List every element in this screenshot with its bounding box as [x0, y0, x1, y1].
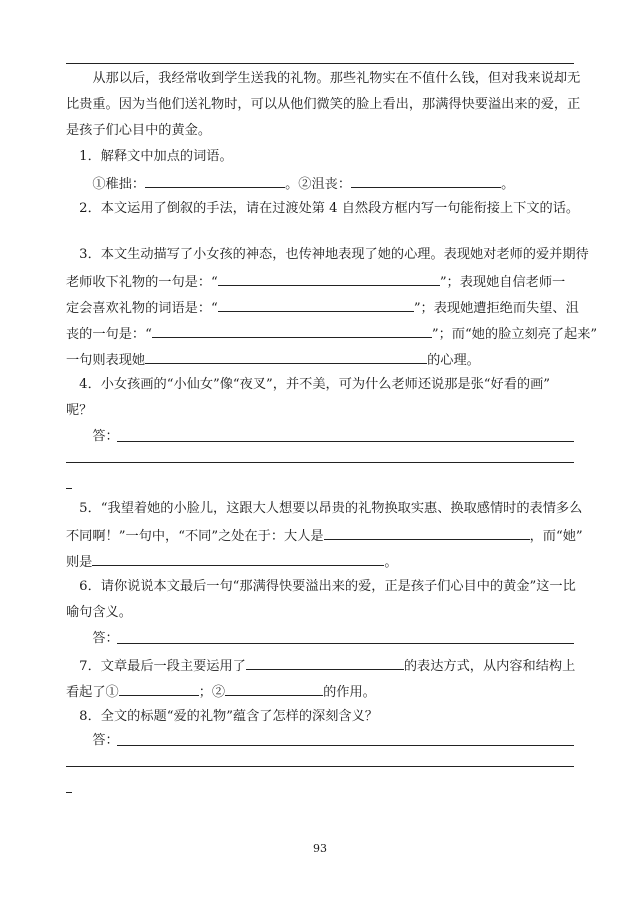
question-4-answer-label: 答： — [66, 429, 119, 444]
question-3-line-4 — [66, 324, 598, 344]
q5-text-3b: 。 — [384, 555, 398, 570]
q3-text-5a: 一句则表现她 — [66, 353, 146, 368]
q8-answer-line-1[interactable] — [117, 745, 574, 746]
q5-text-2b: ，而“她” — [529, 529, 583, 544]
q5-text-2a: 不同啊！”一句中，“不同”之处在于：大人是 — [66, 529, 324, 544]
q4-answer-line-1[interactable] — [117, 441, 574, 442]
question-8-line-1: 8．全文的标题“爱的礼物”蕴含了怎样的深刻含义？ — [66, 709, 378, 724]
q3-blank-1[interactable] — [218, 272, 440, 286]
q5-blank-1[interactable] — [324, 526, 530, 540]
question-7-line-2 — [66, 682, 576, 702]
q7-text-2b: ；② — [198, 685, 226, 700]
q3-blank-2[interactable] — [218, 298, 414, 312]
q3-blank-4[interactable] — [145, 350, 427, 364]
question-5-line-2 — [66, 526, 583, 546]
q6-answer-line[interactable] — [117, 643, 574, 644]
question-7-line-1 — [66, 656, 576, 676]
q1-term-1: ①稚拙： — [66, 177, 146, 192]
passage-line-1: 从那以后，我经常收到学生送我的礼物。那些礼物实在不值什么钱，但对我来说却无 — [66, 71, 581, 86]
question-5-line-1: 5．“我望着她的小脸儿，这跟大人想要以昂贵的礼物换取实惠、换取感情时的表情多么 — [66, 501, 583, 516]
q3-text-3a: 定会喜欢礼物的词语是：“ — [66, 301, 218, 316]
q7-text-2a: 看起了① — [66, 685, 119, 700]
question-3-line-2 — [66, 272, 576, 292]
q3-text-4a: 丧的一句是：“ — [66, 327, 152, 342]
question-3-line-1: 3．本文生动描写了小女孩的神态，也传神地表现了她的心理。表现她对老师的爱并期待 — [66, 247, 589, 262]
q1-end: 。 — [501, 177, 515, 192]
q7-text-1b: 的表达方式，从内容和结构上 — [403, 659, 576, 674]
q5-blank-2[interactable] — [92, 552, 384, 566]
q1-blank-1[interactable] — [145, 174, 285, 188]
question-1-answer-line — [66, 174, 576, 194]
q3-text-3b: ”；表现她遭拒绝而失望、沮 — [413, 301, 579, 316]
q4-answer-line-2[interactable] — [66, 462, 574, 463]
question-2-prompt: 2．本文运用了倒叙的手法，请在过渡处第 4 自然段方框内写一句能衔接上下文的话。 — [66, 201, 580, 216]
passage-line-2: 比贵重。因为当他们送礼物时，可以从他们微笑的脸上看出，那满得快要溢出来的爱，正 — [66, 97, 581, 112]
q3-blank-3[interactable] — [152, 324, 432, 338]
q7-blank-2[interactable] — [119, 682, 199, 696]
passage-line-3: 是孩子们心目中的黄金。 — [66, 123, 212, 138]
question-6-answer-label: 答： — [66, 631, 119, 646]
q7-text-2c: 的作用。 — [323, 685, 376, 700]
q5-text-3a: 则是 — [66, 555, 93, 570]
page-number: 93 — [313, 842, 327, 855]
header-rule — [66, 63, 574, 64]
question-4-line-1: 4．小女孩画的“小仙女”像“夜叉”，并不美，可为什么老师还说那是张“好看的画” — [66, 377, 551, 392]
question-6-line-1: 6．请你说说本文最后一句“那满得快要溢出来的爱，正是孩子们心目中的黄金”这一比 — [66, 579, 576, 594]
q8-answer-dash — [66, 792, 72, 793]
question-8-answer-label: 答： — [66, 733, 119, 748]
q8-answer-line-2[interactable] — [66, 766, 574, 767]
q1-blank-2[interactable] — [351, 174, 501, 188]
q3-text-2b: ”；表现她自信老师一 — [439, 275, 566, 290]
question-1-prompt: 1．解释文中加点的词语。 — [66, 149, 233, 164]
q3-text-5b: 的心理。 — [427, 353, 480, 368]
q7-text-1a: 7．文章最后一段主要运用了 — [66, 659, 246, 674]
q7-blank-1[interactable] — [246, 656, 404, 670]
q4-answer-dash — [66, 488, 72, 489]
question-3-line-5 — [66, 350, 576, 370]
q7-blank-3[interactable] — [225, 682, 323, 696]
q1-term-2: 。②沮丧： — [285, 177, 352, 192]
q3-text-2a: 老师收下礼物的一句是：“ — [66, 275, 218, 290]
q3-text-4b: ”；而“她的脸立刻亮了起来” — [431, 327, 598, 342]
question-3-line-3 — [66, 298, 579, 318]
question-5-line-3 — [66, 552, 576, 572]
question-6-line-2: 喻句含义。 — [66, 605, 132, 620]
question-4-line-2: 呢？ — [66, 403, 93, 418]
